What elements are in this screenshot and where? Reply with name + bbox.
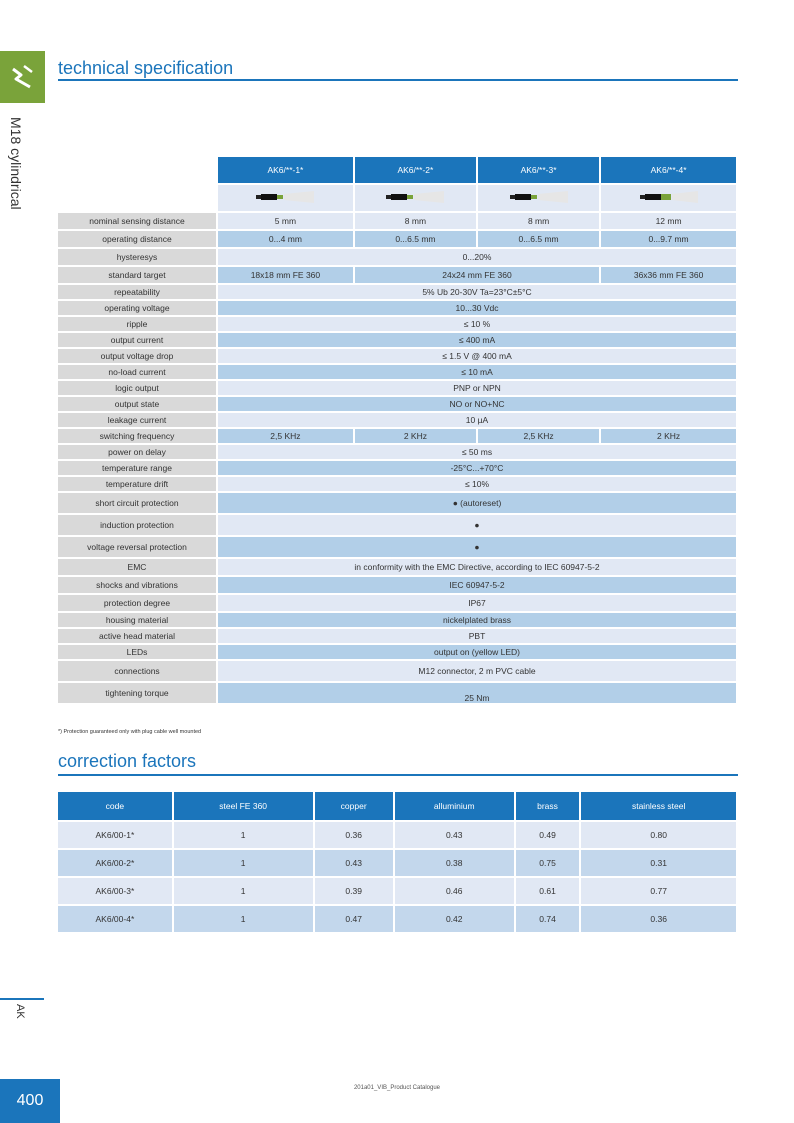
corr-cell: AK6/00-2*	[58, 850, 172, 876]
spec-value: NO or NO+NC	[218, 397, 736, 411]
corr-header: steel FE 360	[174, 792, 313, 820]
spec-row	[58, 413, 736, 427]
spec-value: ●	[218, 515, 736, 535]
spec-label: standard target	[58, 267, 216, 283]
product-image	[601, 185, 736, 211]
spec-label: operating voltage	[58, 301, 216, 315]
spec-row	[58, 613, 736, 627]
spec-label: LEDs	[58, 645, 216, 659]
spec-value: 36x36 mm FE 360	[601, 267, 736, 283]
spec-row	[58, 493, 736, 513]
spec-value: 12 mm	[601, 213, 736, 229]
table-row	[58, 850, 736, 876]
corr-cell: 0.36	[315, 822, 393, 848]
spec-section-rule	[58, 79, 738, 81]
spec-value: 8 mm	[478, 213, 599, 229]
corr-cell: 0.38	[395, 850, 514, 876]
product-image	[218, 185, 353, 211]
corr-header-row	[58, 792, 736, 820]
cylindrical-sensor-icon	[508, 191, 570, 203]
spec-row	[58, 537, 736, 557]
spec-label: switching frequency	[58, 429, 216, 443]
corr-section-rule	[58, 774, 738, 776]
corr-cell: 0.74	[516, 906, 580, 932]
corr-header: alluminium	[395, 792, 514, 820]
spec-label: shocks and vibrations	[58, 577, 216, 593]
spec-header-row	[58, 157, 736, 183]
corr-cell: 1	[174, 850, 313, 876]
corr-cell: 1	[174, 906, 313, 932]
spec-label: protection degree	[58, 595, 216, 611]
corr-cell: 0.36	[581, 906, 736, 932]
spec-value: IP67	[218, 595, 736, 611]
spec-value: 10 µA	[218, 413, 736, 427]
spec-label: connections	[58, 661, 216, 681]
side-divider	[0, 998, 44, 1000]
spec-label: hysteresys	[58, 249, 216, 265]
spec-label: operating distance	[58, 231, 216, 247]
spec-value: 8 mm	[355, 213, 476, 229]
spec-value: ≤ 10 mA	[218, 365, 736, 379]
spec-value: ≤ 1.5 V @ 400 mA	[218, 349, 736, 363]
page-number: 400	[0, 1079, 60, 1123]
spec-label: nominal sensing distance	[58, 213, 216, 229]
spec-label: output current	[58, 333, 216, 347]
spec-value: ●	[218, 537, 736, 557]
brand-logo	[0, 51, 45, 103]
spec-value: 5 mm	[218, 213, 353, 229]
spec-value: 0...6.5 mm	[355, 231, 476, 247]
corr-header: brass	[516, 792, 580, 820]
spec-label: voltage reversal protection	[58, 537, 216, 557]
corr-cell: 0.80	[581, 822, 736, 848]
corr-cell: 0.47	[315, 906, 393, 932]
spec-value: 0...4 mm	[218, 231, 353, 247]
corr-cell: 0.39	[315, 878, 393, 904]
spec-value: 24x24 mm FE 360	[355, 267, 599, 283]
table-row	[58, 822, 736, 848]
corr-cell: 0.46	[395, 878, 514, 904]
spec-footnote: *) Protection guaranteed only with plug cable well mounted	[58, 729, 202, 735]
corr-cell: 0.43	[315, 850, 393, 876]
spec-value: ● (autoreset)	[218, 493, 736, 513]
spec-value: 2,5 KHz	[478, 429, 599, 443]
cylindrical-sensor-icon	[384, 191, 446, 203]
spec-label: no-load current	[58, 365, 216, 379]
spec-row	[58, 349, 736, 363]
spec-row	[58, 461, 736, 475]
spec-label: output state	[58, 397, 216, 411]
spec-image-blank	[58, 185, 216, 211]
spec-row	[58, 595, 736, 611]
spec-label: leakage current	[58, 413, 216, 427]
corr-header: stainless steel	[581, 792, 736, 820]
spec-value: ≤ 400 mA	[218, 333, 736, 347]
corr-cell: 1	[174, 878, 313, 904]
spec-value: IEC 60947-5-2	[218, 577, 736, 593]
spec-label: induction protection	[58, 515, 216, 535]
spec-row	[58, 515, 736, 535]
spec-label: output voltage drop	[58, 349, 216, 363]
model-header: AK6/**-2*	[355, 157, 476, 183]
cylindrical-sensor-icon	[638, 191, 700, 203]
corr-cell: 0.77	[581, 878, 736, 904]
spec-row	[58, 661, 736, 681]
spec-row	[58, 629, 736, 643]
corr-cell: 0.75	[516, 850, 580, 876]
side-family: AK	[14, 1004, 26, 1019]
spec-value: 2 KHz	[355, 429, 476, 443]
spec-value: 2,5 KHz	[218, 429, 353, 443]
corr-cell: 0.31	[581, 850, 736, 876]
spec-value: ≤ 10%	[218, 477, 736, 491]
spec-image-row	[58, 185, 736, 211]
spec-value: 25 Nm	[218, 683, 736, 703]
corr-cell: AK6/00-4*	[58, 906, 172, 932]
model-header: AK6/**-1*	[218, 157, 353, 183]
spec-row	[58, 397, 736, 411]
spec-value: in conformity with the EMC Directive, according to IEC 60947-5-2	[218, 559, 736, 575]
table-row	[58, 878, 736, 904]
spec-value: PBT	[218, 629, 736, 643]
spec-row	[58, 301, 736, 315]
spec-row	[58, 429, 736, 443]
corr-cell: 0.49	[516, 822, 580, 848]
corr-cell: 1	[174, 822, 313, 848]
spec-value: 2 KHz	[601, 429, 736, 443]
corr-cell: 0.42	[395, 906, 514, 932]
spec-value: 18x18 mm FE 360	[218, 267, 353, 283]
spec-value: nickelplated brass	[218, 613, 736, 627]
model-header: AK6/**-4*	[601, 157, 736, 183]
spec-row	[58, 445, 736, 459]
corr-cell: AK6/00-3*	[58, 878, 172, 904]
spec-label: EMC	[58, 559, 216, 575]
spec-value: ≤ 50 ms	[218, 445, 736, 459]
spec-value: 5% Ub 20-30V Ta=23°C±5°C	[218, 285, 736, 299]
corr-cell: 0.61	[516, 878, 580, 904]
cylindrical-sensor-icon	[254, 191, 316, 203]
spec-label: temperature drift	[58, 477, 216, 491]
spec-label: active head material	[58, 629, 216, 643]
spec-header-blank	[58, 157, 216, 183]
spec-value: ≤ 10 %	[218, 317, 736, 331]
spec-row	[58, 267, 736, 283]
spec-label: logic output	[58, 381, 216, 395]
correction-table	[56, 790, 738, 934]
table-row	[58, 906, 736, 932]
spec-value: 0...20%	[218, 249, 736, 265]
sensor-wave-icon	[10, 63, 36, 91]
spec-row	[58, 559, 736, 575]
spec-row	[58, 213, 736, 229]
spec-value: 0...6.5 mm	[478, 231, 599, 247]
spec-row	[58, 249, 736, 265]
spec-row	[58, 317, 736, 331]
spec-row	[58, 645, 736, 659]
corr-cell: 0.43	[395, 822, 514, 848]
spec-label: ripple	[58, 317, 216, 331]
spec-row	[58, 683, 736, 703]
spec-row	[58, 381, 736, 395]
footer-text: 201a01_VIB_Product Catalogue	[353, 1085, 441, 1091]
product-image	[355, 185, 476, 211]
spec-section-title: technical specification	[58, 58, 234, 78]
spec-value: PNP or NPN	[218, 381, 736, 395]
spec-label: short circuit protection	[58, 493, 216, 513]
spec-value: output on (yellow LED)	[218, 645, 736, 659]
spec-value: 0...9.7 mm	[601, 231, 736, 247]
spec-label: housing material	[58, 613, 216, 627]
spec-value: -25°C...+70°C	[218, 461, 736, 475]
spec-table	[56, 155, 738, 705]
spec-row	[58, 333, 736, 347]
spec-label: tightening torque	[58, 683, 216, 703]
corr-header: code	[58, 792, 172, 820]
corr-section-title: correction factors	[58, 751, 197, 771]
spec-row	[58, 365, 736, 379]
spec-value: 10...30 Vdc	[218, 301, 736, 315]
side-category-label: M18 cylindrical	[8, 117, 24, 210]
spec-label: temperature range	[58, 461, 216, 475]
corr-cell: AK6/00-1*	[58, 822, 172, 848]
spec-value: M12 connector, 2 m PVC cable	[218, 661, 736, 681]
product-image	[478, 185, 599, 211]
spec-row	[58, 577, 736, 593]
spec-row	[58, 477, 736, 491]
spec-row	[58, 231, 736, 247]
corr-header: copper	[315, 792, 393, 820]
spec-label: power on delay	[58, 445, 216, 459]
model-header: AK6/**-3*	[478, 157, 599, 183]
spec-row	[58, 285, 736, 299]
side-category	[8, 117, 28, 237]
spec-label: repeatability	[58, 285, 216, 299]
